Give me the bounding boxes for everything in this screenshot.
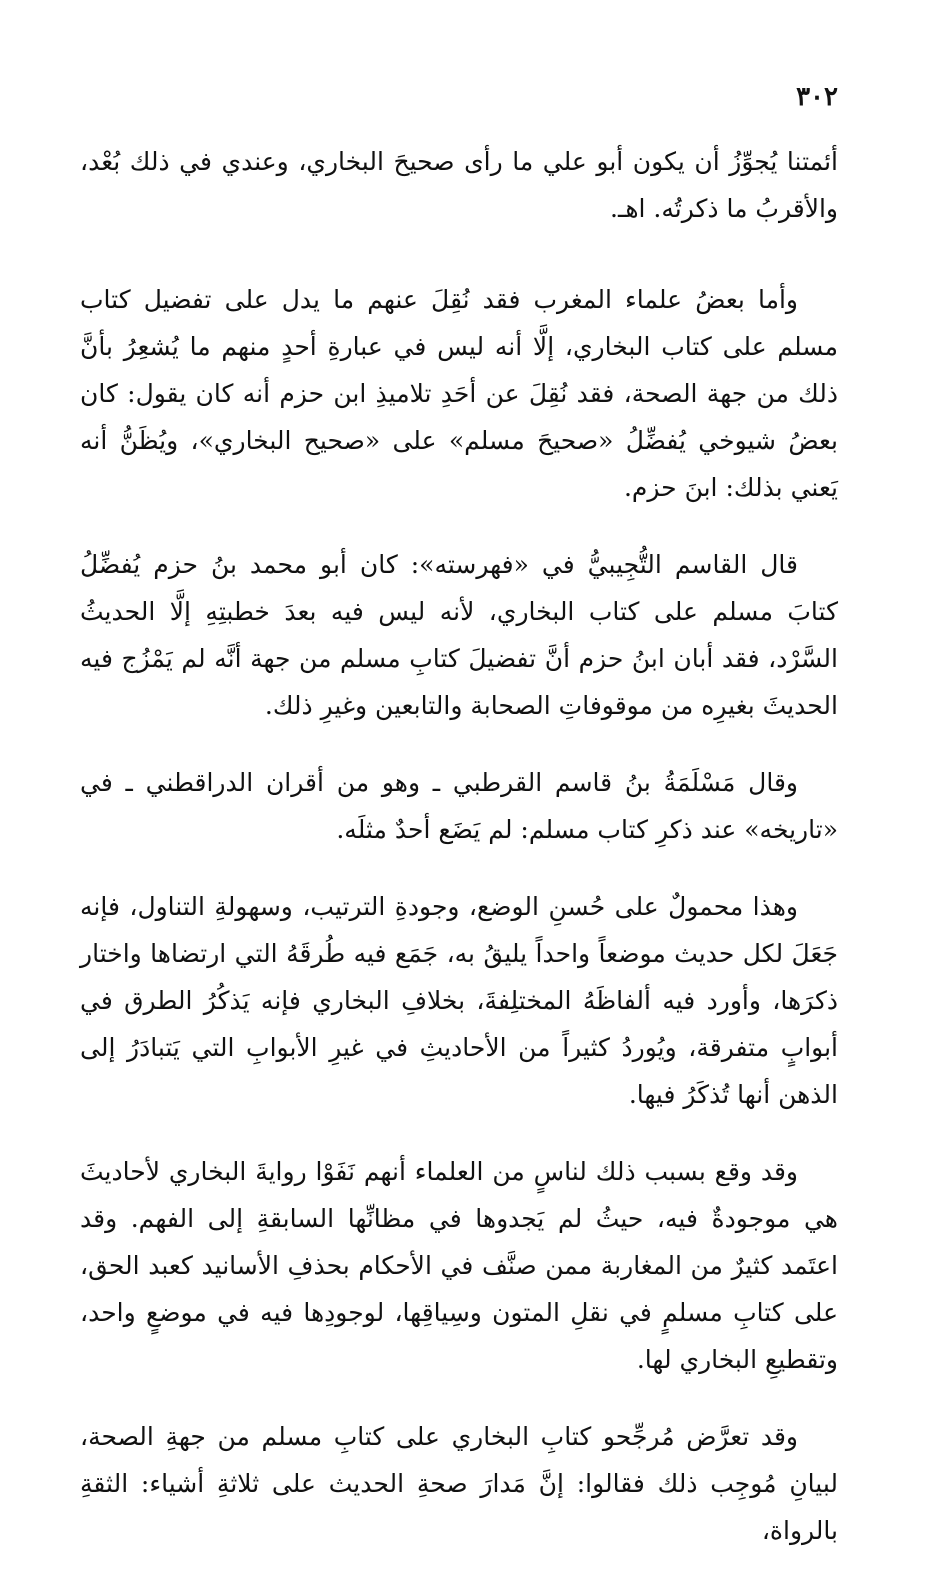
page-body [80, 138, 838, 1584]
paragraph: وقد تعرَّض مُرجِّحو كتابِ البخاري على كتابِ مسلم من جهةِ الصحة، لبيانِ مُوجِب ذلك فقالوا: إنَّ مَدارَ صحةِ الحديث على ثلاثةِ أشياء: الثقةِ بالرواة، [80, 1422, 838, 1545]
paragraph: قال القاسم التُّجِيبيُّ في «فهرسته»: كان أبو محمد بنُ حزم يُفضِّلُ كتابَ مسلم على كتاب البخاري، لأنه ليس فيه بعدَ خطبتِهِ إلَّا الحديثُ السَّرْد، فقد أبان ابنُ حزم أنَّ تفضيلَ كتابِ مسلم من جهة أنَّه لم يَمْزُج فيه الحديثَ بغيرِه من موقوفاتِ الصحابة والتابعين وغيرِ ذلك. [80, 550, 838, 720]
paragraph: وهذا محمولٌ على حُسنِ الوضع، وجودةِ الترتيب، وسهولةِ التناول، فإنه جَعَلَ لكل حديث موضعاً واحداً يليقُ به، جَمَع فيه طُرقَهُ التي ارتضاها واختار ذكرَها، وأورد فيه ألفاظَهُ المختلِفةَ، بخلافِ البخاري فإنه يَذكُرُ الطرق في أبوابٍ متفرقة، ويُوردُ كثيراً من الأحاديثِ في غيرِ الأبوابِ التي يَتبادَرُ إلى الذهن أنها تُذكَرُ فيها. [80, 892, 838, 1109]
paragraph: أئمتنا يُجوِّزُ أن يكون أبو علي ما رأى صحيحَ البخاري، وعندي في ذلك بُعْد، والأقربُ ما ذكرتُه. اهـ. [80, 147, 838, 223]
paragraph: وقد وقع بسبب ذلك لناسٍ من العلماء أنهم نَفَوْا روايةَ البخاري لأحاديثَ هي موجودةٌ فيه، حيثُ لم يَجدوها في مظانِّها السابقةِ إلى الفهم. وقد اعتَمد كثيرٌ من المغاربة ممن صنَّف في الأحكام بحذفِ الأسانيد كعبد الحق، على كتابِ مسلمٍ في نقلِ المتون وسِياقِها، لوجودِها فيه في موضعٍ واحد، وتقطيعِ البخاري لها. [80, 1157, 838, 1374]
page-number: ٣٠٢ [796, 82, 838, 112]
paragraph: وأما بعضُ علماء المغرب فقد نُقِلَ عنهم ما يدل على تفضيل كتاب مسلم على كتاب البخاري، إلَّا أنه ليس في عبارةِ أحدٍ منهم ما يُشعِرُ بأنَّ ذلك من جهة الصحة، فقد نُقِلَ عن أحَدِ تلاميذِ ابن حزم أنه كان يقول: كان بعضُ شيوخي يُفضِّلُ «صحيحَ مسلم» على «صحيح البخاري»، ويُظَنُّ أنه يَعني بذلك: ابنَ حزم. [80, 285, 838, 502]
paragraph: وقال مَسْلَمَةُ بنُ قاسم القرطبي ـ وهو من أقران الدراقطني ـ في «تاريخه» عند ذكرِ كتاب مسلم: لم يَضَع أحدٌ مثلَه. [80, 768, 838, 844]
